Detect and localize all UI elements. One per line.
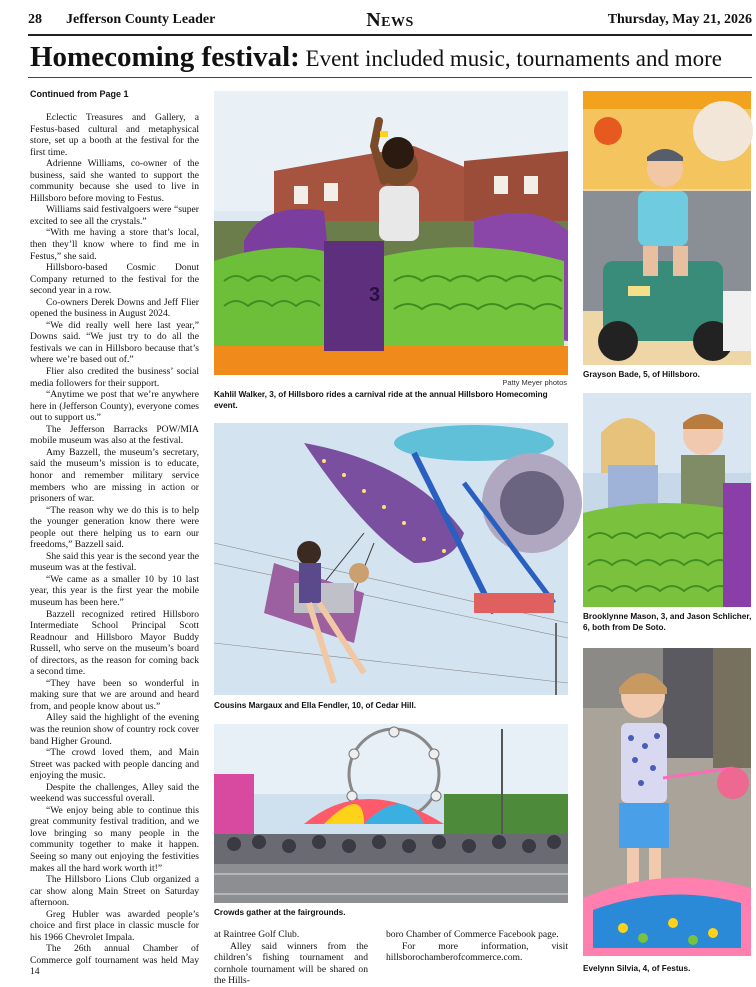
article-paragraph: Greg Hubler was awarded people’s choice and first place in classic muscle for his 1966 Chevrolet Impala.: [30, 908, 199, 943]
article-paragraph: “We enjoy being able to continue this great community festival tradition, and we love bringing so many people in the community together to make it happen. Seeing so many out enjoying the festivities makes all the hard work worth it!”: [30, 804, 199, 874]
article-paragraph: Despite the challenges, Alley said the weekend was successful overall.: [30, 781, 199, 805]
caption-swing-ride: Cousins Margaux and Ella Fendler, 10, of Cedar Hill.: [214, 701, 417, 710]
article-paragraph: Flier also credited the business’ social media followers for their support.: [30, 366, 199, 389]
section-label: News: [366, 9, 414, 31]
headline-rule: [28, 77, 752, 78]
article-paragraph: The Jefferson Barracks POW/MIA mobile museum was also at the festival.: [30, 423, 199, 447]
masthead: [28, 9, 752, 32]
photo-grayson: [583, 91, 751, 365]
article-paragraph: Adrienne Williams, co-owner of the business, said she wanted to support the community because she used to live in Hillsboro before moving to Festus.: [30, 158, 199, 204]
article-paragraph: “The reason why we do this is to help the younger generation know there were people out there helping us to earn our freedoms,” Bazzell said.: [30, 504, 199, 551]
article-column-3: [386, 929, 568, 979]
caption-evelynn: Evelynn Silvia, 4, of Festus.: [583, 964, 691, 973]
article-column-1: [30, 112, 199, 980]
continued-label: Continued from Page 1: [30, 89, 129, 99]
headline-lead: Homecoming festival:: [30, 41, 300, 73]
article-paragraph: Alley said winners from the children’s fishing tournament and cornhole tournament will be shared on the Hills-: [214, 940, 368, 987]
article-paragraph: Hillsboro-based Cosmic Donut Company returned to the festival for the second year in a row.: [30, 262, 199, 297]
article-paragraph: Williams said festivalgoers were “super excited to see all the crystals.”: [30, 204, 199, 227]
photo-evelynn: [583, 648, 751, 956]
article-paragraph: Bazzell recognized retired Hillsboro Intermediate School Principal Scott Readnour and Hillsboro Mayor Buddy Russell, who serve on the museum’s board of directors, as the reason for coming back a second time.: [30, 608, 199, 678]
article-paragraph: boro Chamber of Commerce Facebook page.: [386, 929, 559, 940]
photo-carnival-ride: [214, 91, 568, 375]
photo-brooklynne: [583, 393, 751, 607]
article-paragraph: “The crowd loved them, and Main Street was packed with people dancing and enjoying the music.: [30, 747, 199, 782]
article-paragraph: She said this year is the second year the museum was at the festival.: [30, 550, 199, 574]
article-paragraph: The 26th annual Chamber of Commerce golf tournament was held May 14: [30, 943, 199, 978]
article-paragraph: The Hillsboro Lions Club organized a car show along Main Street on Saturday afternoon.: [30, 874, 199, 909]
article-column-2: [214, 929, 368, 987]
article-paragraph: “Anytime we post that we’re anywhere here in (Jefferson County), everyone comes out to support us.”: [30, 389, 199, 424]
photo-crowd: [214, 724, 568, 903]
article-paragraph: “With me having a store that’s local, then they’ll know where to find me in Festus,” she said.: [30, 227, 199, 262]
article-paragraph: For more information, visit hillsborochamberofcommerce.com.: [386, 940, 568, 964]
article-paragraph: Amy Bazzell, the museum’s secretary, said the museum’s mission is to educate, honor and remember military service members who are missing in action or prisoners of war.: [30, 446, 199, 505]
article-paragraph: “They have been so wonderful in making sure that we are around and heard from, and people know about us.”: [30, 677, 199, 712]
headline: [30, 40, 750, 76]
page-number: 28: [28, 12, 42, 27]
caption-carnival-ride: Kahlil Walker, 3, of Hillsboro rides a carnival ride at the annual Hillsboro Homecoming event.: [214, 390, 548, 410]
article-paragraph: at Raintree Golf Club.: [214, 929, 300, 940]
caption-crowd: Crowds gather at the fairgrounds.: [214, 908, 346, 917]
masthead-rule: [28, 34, 752, 36]
caption-brooklynne: Brooklynne Mason, 3, and Jason Schlicher, 6, both from De Soto.: [583, 612, 752, 632]
article-paragraph: “We did really well here last year,” Downs said. “We just try to do all the festivals we can in Hillsboro because that’s where we’re based out of.”: [30, 319, 199, 366]
photo-swing-ride: [214, 423, 568, 695]
article-paragraph: “We came as a smaller 10 by 10 last year, this year is the first year the mobile museum has been here.”: [30, 573, 199, 608]
issue-date: Thursday, May 21, 2026: [607, 12, 752, 27]
paper-name: Jefferson County Leader: [66, 12, 216, 27]
article-paragraph: Co-owners Derek Downs and Jeff Flier opened the business in August 2024.: [30, 296, 199, 320]
headline-rest: Event included music, tournaments and more: [305, 46, 722, 71]
photo-credit: Patty Meyer photos: [502, 378, 567, 387]
caption-grayson: Grayson Bade, 5, of Hillsboro.: [583, 370, 700, 379]
svg-text:3: 3: [369, 284, 381, 306]
article-paragraph: Alley said the highlight of the evening was the reunion show of country rock cover band Higher Ground.: [30, 712, 199, 747]
article-paragraph: Eclectic Treasures and Gallery, a Festus-based cultural and metaphysical store, set up a booth at the festival for the first time.: [30, 112, 199, 158]
